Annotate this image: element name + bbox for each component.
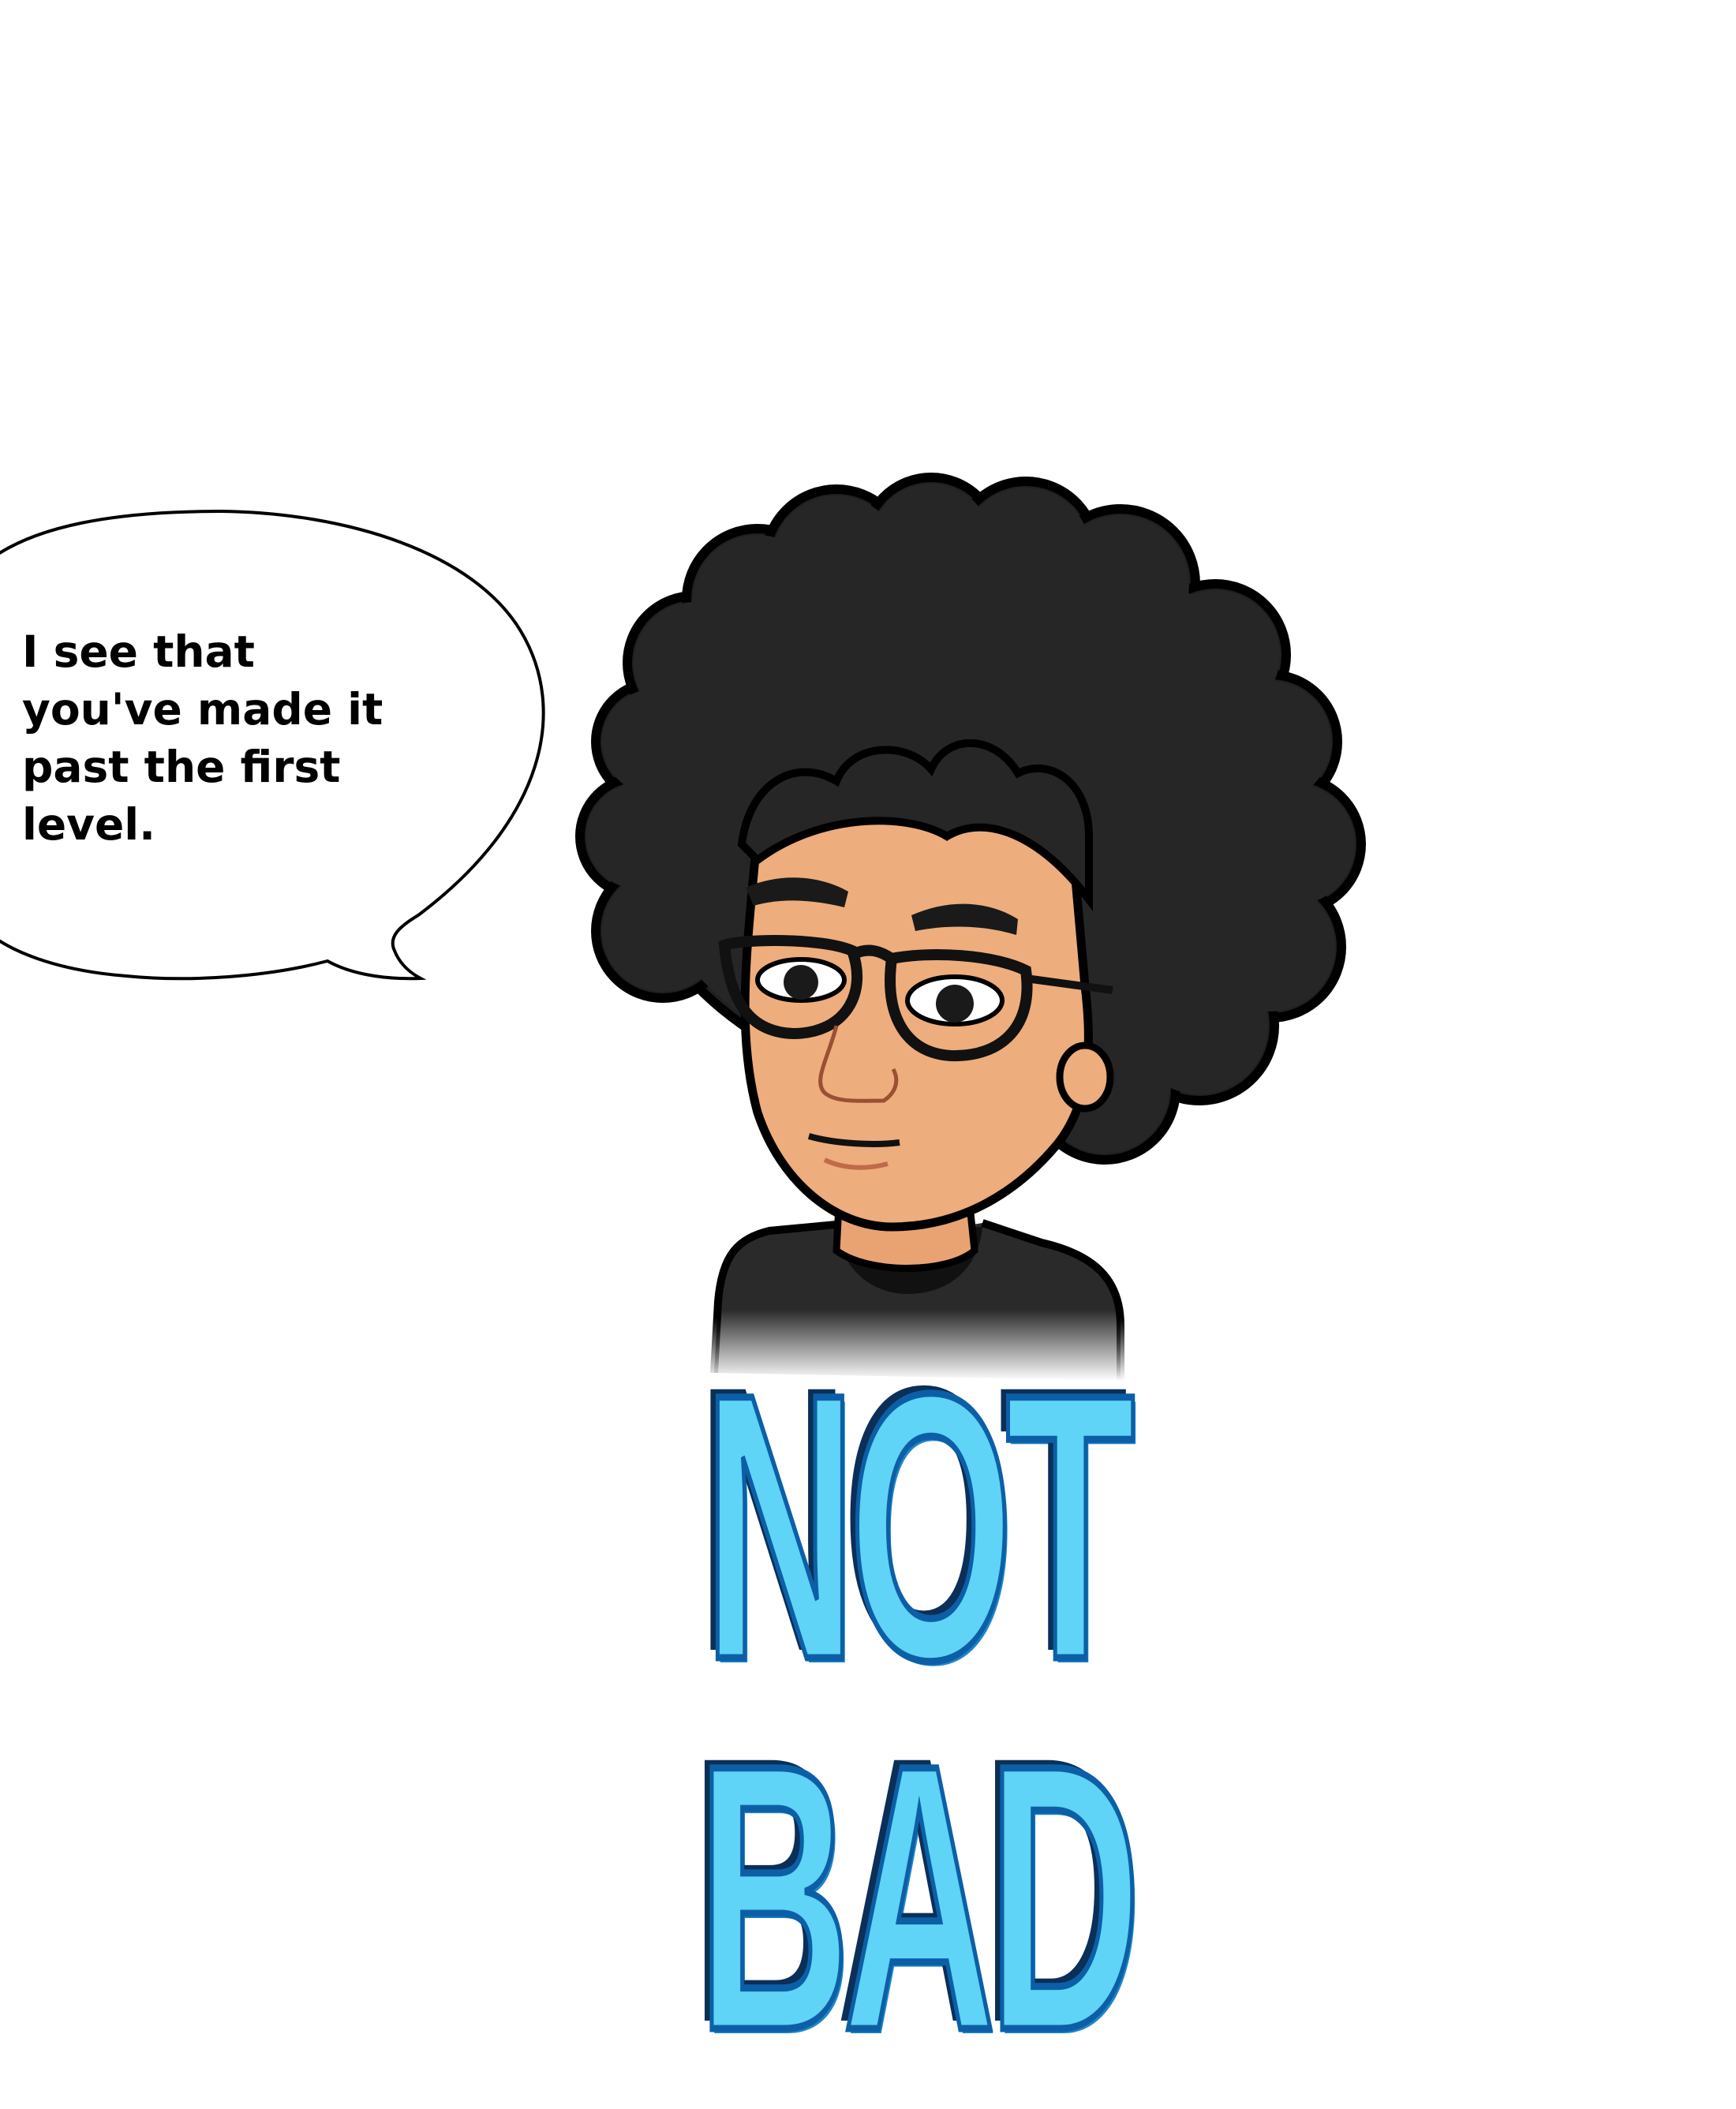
left-pupil [784,965,818,1000]
right-pupil [936,985,974,1023]
not-bad-title: NOT BAD [697,1314,1134,2109]
avatar [580,477,1361,1381]
speech-bubble-text: I see that you've made it past the first level. [22,626,383,850]
ear [1060,1045,1110,1109]
